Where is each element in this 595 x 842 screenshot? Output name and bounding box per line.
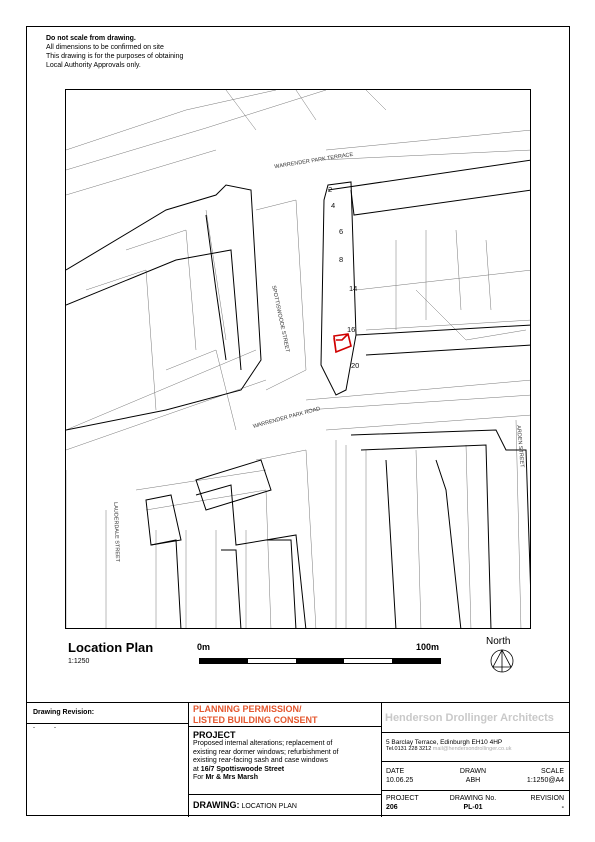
house-number: 6 <box>339 227 344 236</box>
firm-panel <box>382 703 570 817</box>
revision-row: - <box>33 725 35 731</box>
project-desc-line: existing rear dormer windows; refurbishment of <box>193 748 339 756</box>
scale-cell: SCALE 1:1250@A4 <box>526 768 564 784</box>
project-panel <box>189 703 382 817</box>
drawing-number-cell: DRAWING No. PL-01 <box>449 795 497 811</box>
project-address: 16/7 Spottiswoode Street <box>200 765 285 773</box>
planning-heading <box>189 703 381 727</box>
revision-row: - <box>54 725 56 731</box>
project-number-cell: PROJECT 206 <box>386 795 419 811</box>
title-block <box>26 702 570 817</box>
note-line: Do not scale from drawing. <box>46 35 136 42</box>
project-client: Mr & Mrs Marsh <box>205 774 258 782</box>
location-map <box>65 89 531 629</box>
street-label-warrender-park-road: WARRENDER PARK ROAD <box>252 406 321 430</box>
note-line: Local Authority Approvals only. <box>46 62 141 69</box>
north-arrow-icon <box>489 648 515 674</box>
date-cell: DATE 10.06.25 <box>386 768 414 784</box>
north-label: North <box>486 636 511 647</box>
house-number: 2 <box>328 185 333 194</box>
project-desc-line: Proposed internal alterations; replacement of <box>193 740 333 747</box>
project-desc-line: existing rear-facing sash and case windows <box>193 757 329 765</box>
revision-cell: REVISION - <box>530 795 564 811</box>
scalebar-end-label: 100m <box>416 642 440 652</box>
project-address-line: at 16/7 Spottiswoode Street <box>193 765 285 773</box>
firm-address <box>382 732 570 762</box>
note-line: All dimensions to be confirmed on site <box>46 44 164 51</box>
firm-contact: Tel.0131 228 3212 mail@hendersondrollinger.co.uk <box>386 746 512 752</box>
map-drawing <box>66 90 531 629</box>
street-label-lauderdale-street: LAUDERDALE STREET <box>112 502 121 563</box>
planning-line: PLANNING PERMISSION/ <box>193 704 302 714</box>
house-number: 20 <box>351 361 360 370</box>
revision-panel <box>26 703 189 817</box>
street-label-spottiswoode-street: SPOTTISWOODE STREET <box>270 285 291 353</box>
drawing-title: DRAWING: LOCATION PLAN <box>189 794 381 817</box>
project-client-line: For Mr & Mrs Marsh <box>193 774 258 782</box>
drawn-cell: DRAWN ABH <box>459 768 487 784</box>
firm-name: Henderson Drollinger Architects <box>385 712 554 724</box>
drawing-notes <box>46 34 183 70</box>
house-number: 14 <box>349 284 358 293</box>
house-number: 8 <box>339 255 344 264</box>
note-line: This drawing is for the purposes of obtaining <box>46 53 184 60</box>
project-description <box>189 727 381 783</box>
project-header: PROJECT <box>193 730 236 740</box>
house-number: 16 <box>347 325 356 334</box>
plan-title: Location Plan <box>68 640 154 655</box>
scalebar-start-label: 0m <box>197 642 211 652</box>
plan-scale: 1:1250 <box>68 658 90 665</box>
planning-line: LISTED BUILDING CONSENT <box>193 715 318 725</box>
house-number: 4 <box>331 201 336 210</box>
street-label-warrender-park-terrace: WARRENDER PARK TERRACE <box>274 151 354 171</box>
drawing-info-grid <box>382 764 570 817</box>
scalebar <box>199 658 441 664</box>
street-label-arden-street: ARDEN STREET <box>515 425 525 468</box>
firm-address-line: 5 Barclay Terrace, Edinburgh EH10 4HP <box>386 739 503 746</box>
revision-header: Drawing Revision: <box>26 703 188 724</box>
